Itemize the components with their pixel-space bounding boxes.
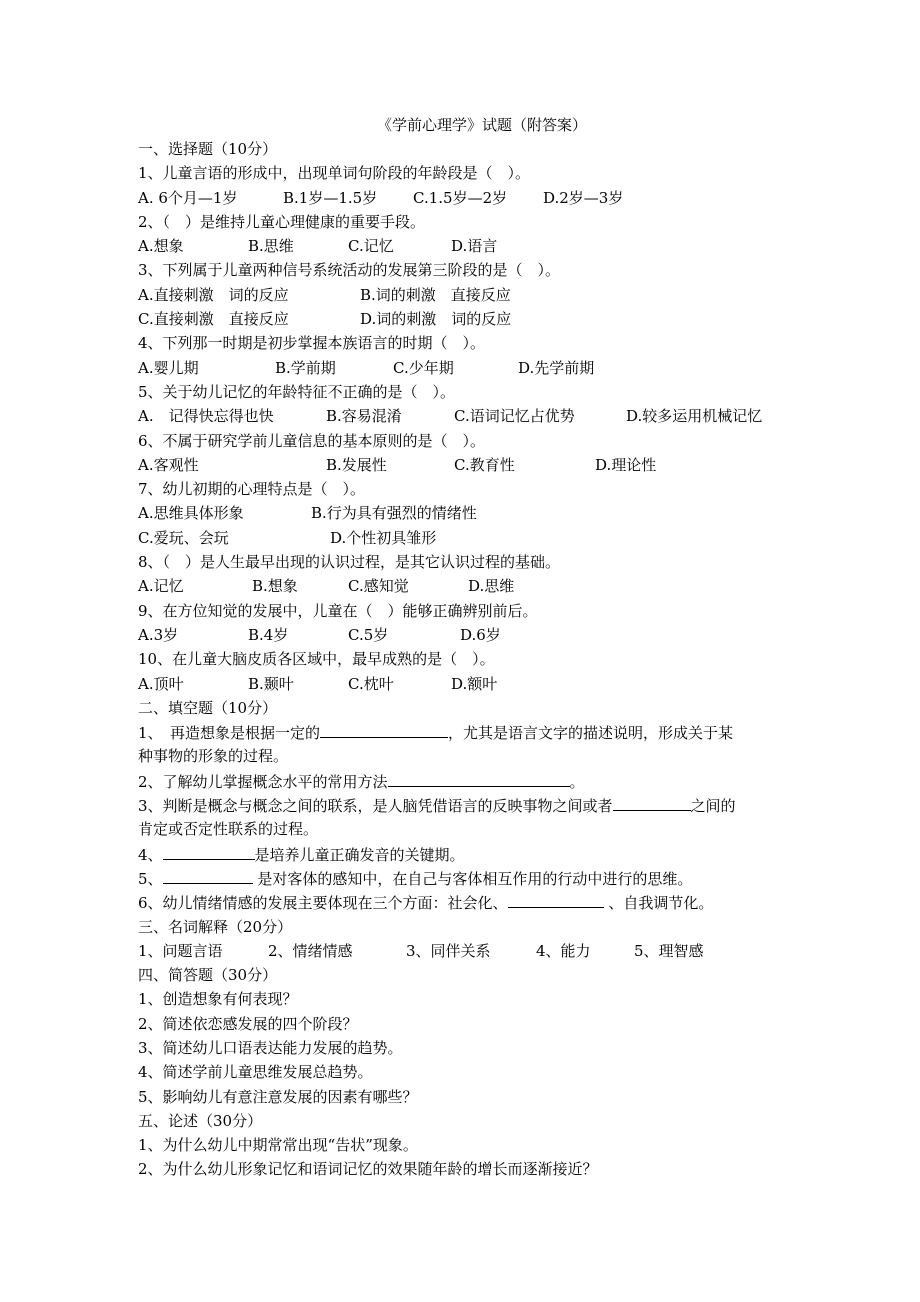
answer-blank[interactable] bbox=[320, 720, 448, 738]
fill-text: 3、判断是概念与概念之间的联系，是人脑凭借语言的反映事物之间或者 bbox=[138, 797, 613, 816]
essay-question-1: 1、为什么幼儿中期常常出现“告状”现象。 bbox=[138, 1136, 418, 1155]
option-d: D.个性初具雏形 bbox=[330, 528, 437, 547]
question-1: 1、儿童言语的形成中，出现单词句阶段的年龄段是（ ）。 bbox=[138, 164, 531, 183]
option-b: B.发展性 bbox=[326, 455, 387, 474]
question-7-options-row1 bbox=[138, 501, 788, 525]
term-item: 3、同伴关系 bbox=[406, 941, 491, 960]
answer-blank[interactable] bbox=[508, 890, 604, 908]
option-b: B.想象 bbox=[252, 577, 298, 596]
section-heading-fill: 二、填空题（10分） bbox=[138, 698, 278, 717]
option-d: D.额叶 bbox=[451, 674, 498, 693]
option-b: B.学前期 bbox=[275, 358, 336, 377]
option-b: B.容易混淆 bbox=[326, 407, 402, 426]
section-heading-essay: 五、论述（30分） bbox=[138, 1111, 263, 1130]
short-question-4: 4、简述学前儿童思维发展总趋势。 bbox=[138, 1063, 373, 1082]
question-7: 7、幼儿初期的心理特点是（ ）。 bbox=[138, 480, 366, 499]
question-3-options-row1 bbox=[138, 283, 788, 307]
answer-blank[interactable] bbox=[388, 769, 570, 787]
option-a: A. 记得快忘得也快 bbox=[138, 407, 274, 426]
term-item: 4、能力 bbox=[536, 941, 591, 960]
option-a: A.记忆 bbox=[138, 577, 184, 596]
option-c: C.直接刺激 直接反应 bbox=[138, 310, 289, 329]
fill-text: 6、幼儿情绪情感的发展主要体现在三个方面：社会化、 bbox=[138, 894, 508, 913]
question-9: 9、在方位知觉的发展中，儿童在（ ）能够正确辨别前后。 bbox=[138, 601, 538, 620]
section-heading-terms: 三、名词解释（20分） bbox=[138, 917, 293, 936]
fill-question-6 bbox=[138, 890, 788, 914]
short-question-5: 5、影响幼儿有意注意发展的因素有哪些？ bbox=[138, 1087, 418, 1106]
option-d: D.理论性 bbox=[595, 455, 657, 474]
question-9-options bbox=[138, 623, 788, 647]
answer-blank[interactable] bbox=[163, 842, 255, 860]
question-4-options bbox=[138, 356, 788, 380]
option-c: C.记忆 bbox=[348, 237, 394, 256]
fill-text: 1、 再造想象是根据一定的 bbox=[138, 724, 321, 743]
question-10: 10、在儿童大脑皮质各区域中，最早成熟的是（ ）。 bbox=[138, 650, 495, 669]
question-3: 3、下列属于儿童两种信号系统活动的发展第三阶段的是（ ）。 bbox=[138, 261, 561, 280]
question-8: 8、（ ）是人生最早出现的认识过程，是其它认识过程的基础。 bbox=[138, 553, 561, 572]
section-heading-short: 四、简答题（30分） bbox=[138, 966, 278, 985]
question-4: 4、下列那一时期是初步掌握本族语言的时期（ ）。 bbox=[138, 334, 486, 353]
fill-text: ，尤其是语言文字的描述说明，形成关于某 bbox=[448, 724, 734, 743]
question-10-options bbox=[138, 672, 788, 696]
option-c: C.1.5岁—2岁 bbox=[413, 188, 508, 207]
option-c: C.枕叶 bbox=[348, 674, 394, 693]
option-a: A. 6个月—1岁 bbox=[138, 188, 238, 207]
question-2: 2、（ ）是维持儿童心理健康的重要手段。 bbox=[138, 212, 426, 231]
fill-text: 是培养儿童正确发音的关键期。 bbox=[254, 845, 465, 864]
question-3-options-row2 bbox=[138, 307, 788, 331]
short-question-3: 3、简述幼儿口语表达能力发展的趋势。 bbox=[138, 1038, 403, 1057]
fill-text: 。 bbox=[569, 772, 585, 791]
essay-question-2: 2、为什么幼儿形象记忆和语词记忆的效果随年龄的增长而逐渐接近？ bbox=[138, 1160, 598, 1179]
question-1-options bbox=[138, 186, 788, 210]
option-d: D.语言 bbox=[451, 237, 498, 256]
fill-text: 5、 bbox=[138, 869, 163, 888]
option-d: D.词的刺激 词的反应 bbox=[360, 310, 512, 329]
fill-question-1 bbox=[138, 720, 788, 744]
fill-question-4 bbox=[138, 842, 788, 866]
option-b: B.思维 bbox=[248, 237, 294, 256]
option-c: C.感知觉 bbox=[348, 577, 409, 596]
section-heading-choice: 一、选择题（10分） bbox=[138, 140, 278, 158]
answer-blank[interactable] bbox=[613, 793, 691, 811]
fill-question-5 bbox=[138, 866, 788, 890]
question-7-options-row2 bbox=[138, 526, 788, 550]
question-6: 6、不属于研究学前儿童信息的基本原则的是（ ）。 bbox=[138, 431, 486, 450]
option-c: C.爱玩、会玩 bbox=[138, 528, 229, 547]
fill-text: 是对客体的感知中，在自己与客体相互作用的行动中进行的思维。 bbox=[252, 869, 693, 888]
option-b: B.行为具有强烈的情绪性 bbox=[311, 504, 477, 523]
option-a: A.想象 bbox=[138, 237, 184, 256]
question-8-options bbox=[138, 574, 788, 598]
option-b: B.颞叶 bbox=[248, 674, 294, 693]
short-question-1: 1、创造想象有何表现？ bbox=[138, 990, 298, 1009]
option-a: A.婴儿期 bbox=[138, 358, 199, 377]
fill-question-3-cont: 肯定或否定性联系的过程。 bbox=[138, 820, 319, 839]
question-5-options bbox=[138, 404, 788, 428]
option-d: D.6岁 bbox=[460, 625, 501, 644]
option-b: B.1岁—1.5岁 bbox=[283, 188, 378, 207]
option-d: D.先学前期 bbox=[518, 358, 595, 377]
question-2-options bbox=[138, 234, 788, 258]
term-item: 2、情绪情感 bbox=[268, 941, 353, 960]
option-c: C.语词记忆占优势 bbox=[454, 407, 575, 426]
option-c: C.少年期 bbox=[393, 358, 454, 377]
short-question-2: 2、简述依恋感发展的四个阶段？ bbox=[138, 1014, 358, 1033]
exam-content bbox=[138, 113, 788, 1182]
fill-question-1-cont: 种事物的形象的过程。 bbox=[138, 747, 289, 766]
option-b: B.4岁 bbox=[248, 625, 289, 644]
answer-blank[interactable] bbox=[163, 866, 253, 884]
option-a: A.客观性 bbox=[138, 455, 199, 474]
option-a: A.3岁 bbox=[138, 625, 179, 644]
fill-text: 、自我调节化。 bbox=[603, 894, 714, 913]
option-a: A.直接刺激 词的反应 bbox=[138, 285, 289, 304]
fill-text: 之间的 bbox=[690, 797, 736, 816]
question-5: 5、关于幼儿记忆的年龄特征不正确的是（ ）。 bbox=[138, 382, 456, 401]
option-a: A.顶叶 bbox=[138, 674, 184, 693]
term-list bbox=[138, 939, 788, 963]
option-c: C.5岁 bbox=[348, 625, 389, 644]
fill-question-3 bbox=[138, 793, 788, 817]
option-a: A.思维具体形象 bbox=[138, 504, 244, 523]
exam-title: 《学前心理学》试题（附答案） bbox=[376, 116, 587, 134]
option-d: D.较多运用机械记忆 bbox=[626, 407, 763, 426]
option-d: D.思维 bbox=[468, 577, 515, 596]
fill-text: 2、了解幼儿掌握概念水平的常用方法 bbox=[138, 772, 388, 791]
option-d: D.2岁—3岁 bbox=[543, 188, 624, 207]
question-6-options bbox=[138, 453, 788, 477]
fill-text: 4、 bbox=[138, 845, 163, 864]
term-item: 5、理智感 bbox=[634, 941, 704, 960]
fill-question-2 bbox=[138, 769, 788, 793]
option-c: C.教育性 bbox=[454, 455, 515, 474]
option-b: B.词的刺激 直接反应 bbox=[360, 285, 511, 304]
term-item: 1、问题言语 bbox=[138, 941, 223, 960]
